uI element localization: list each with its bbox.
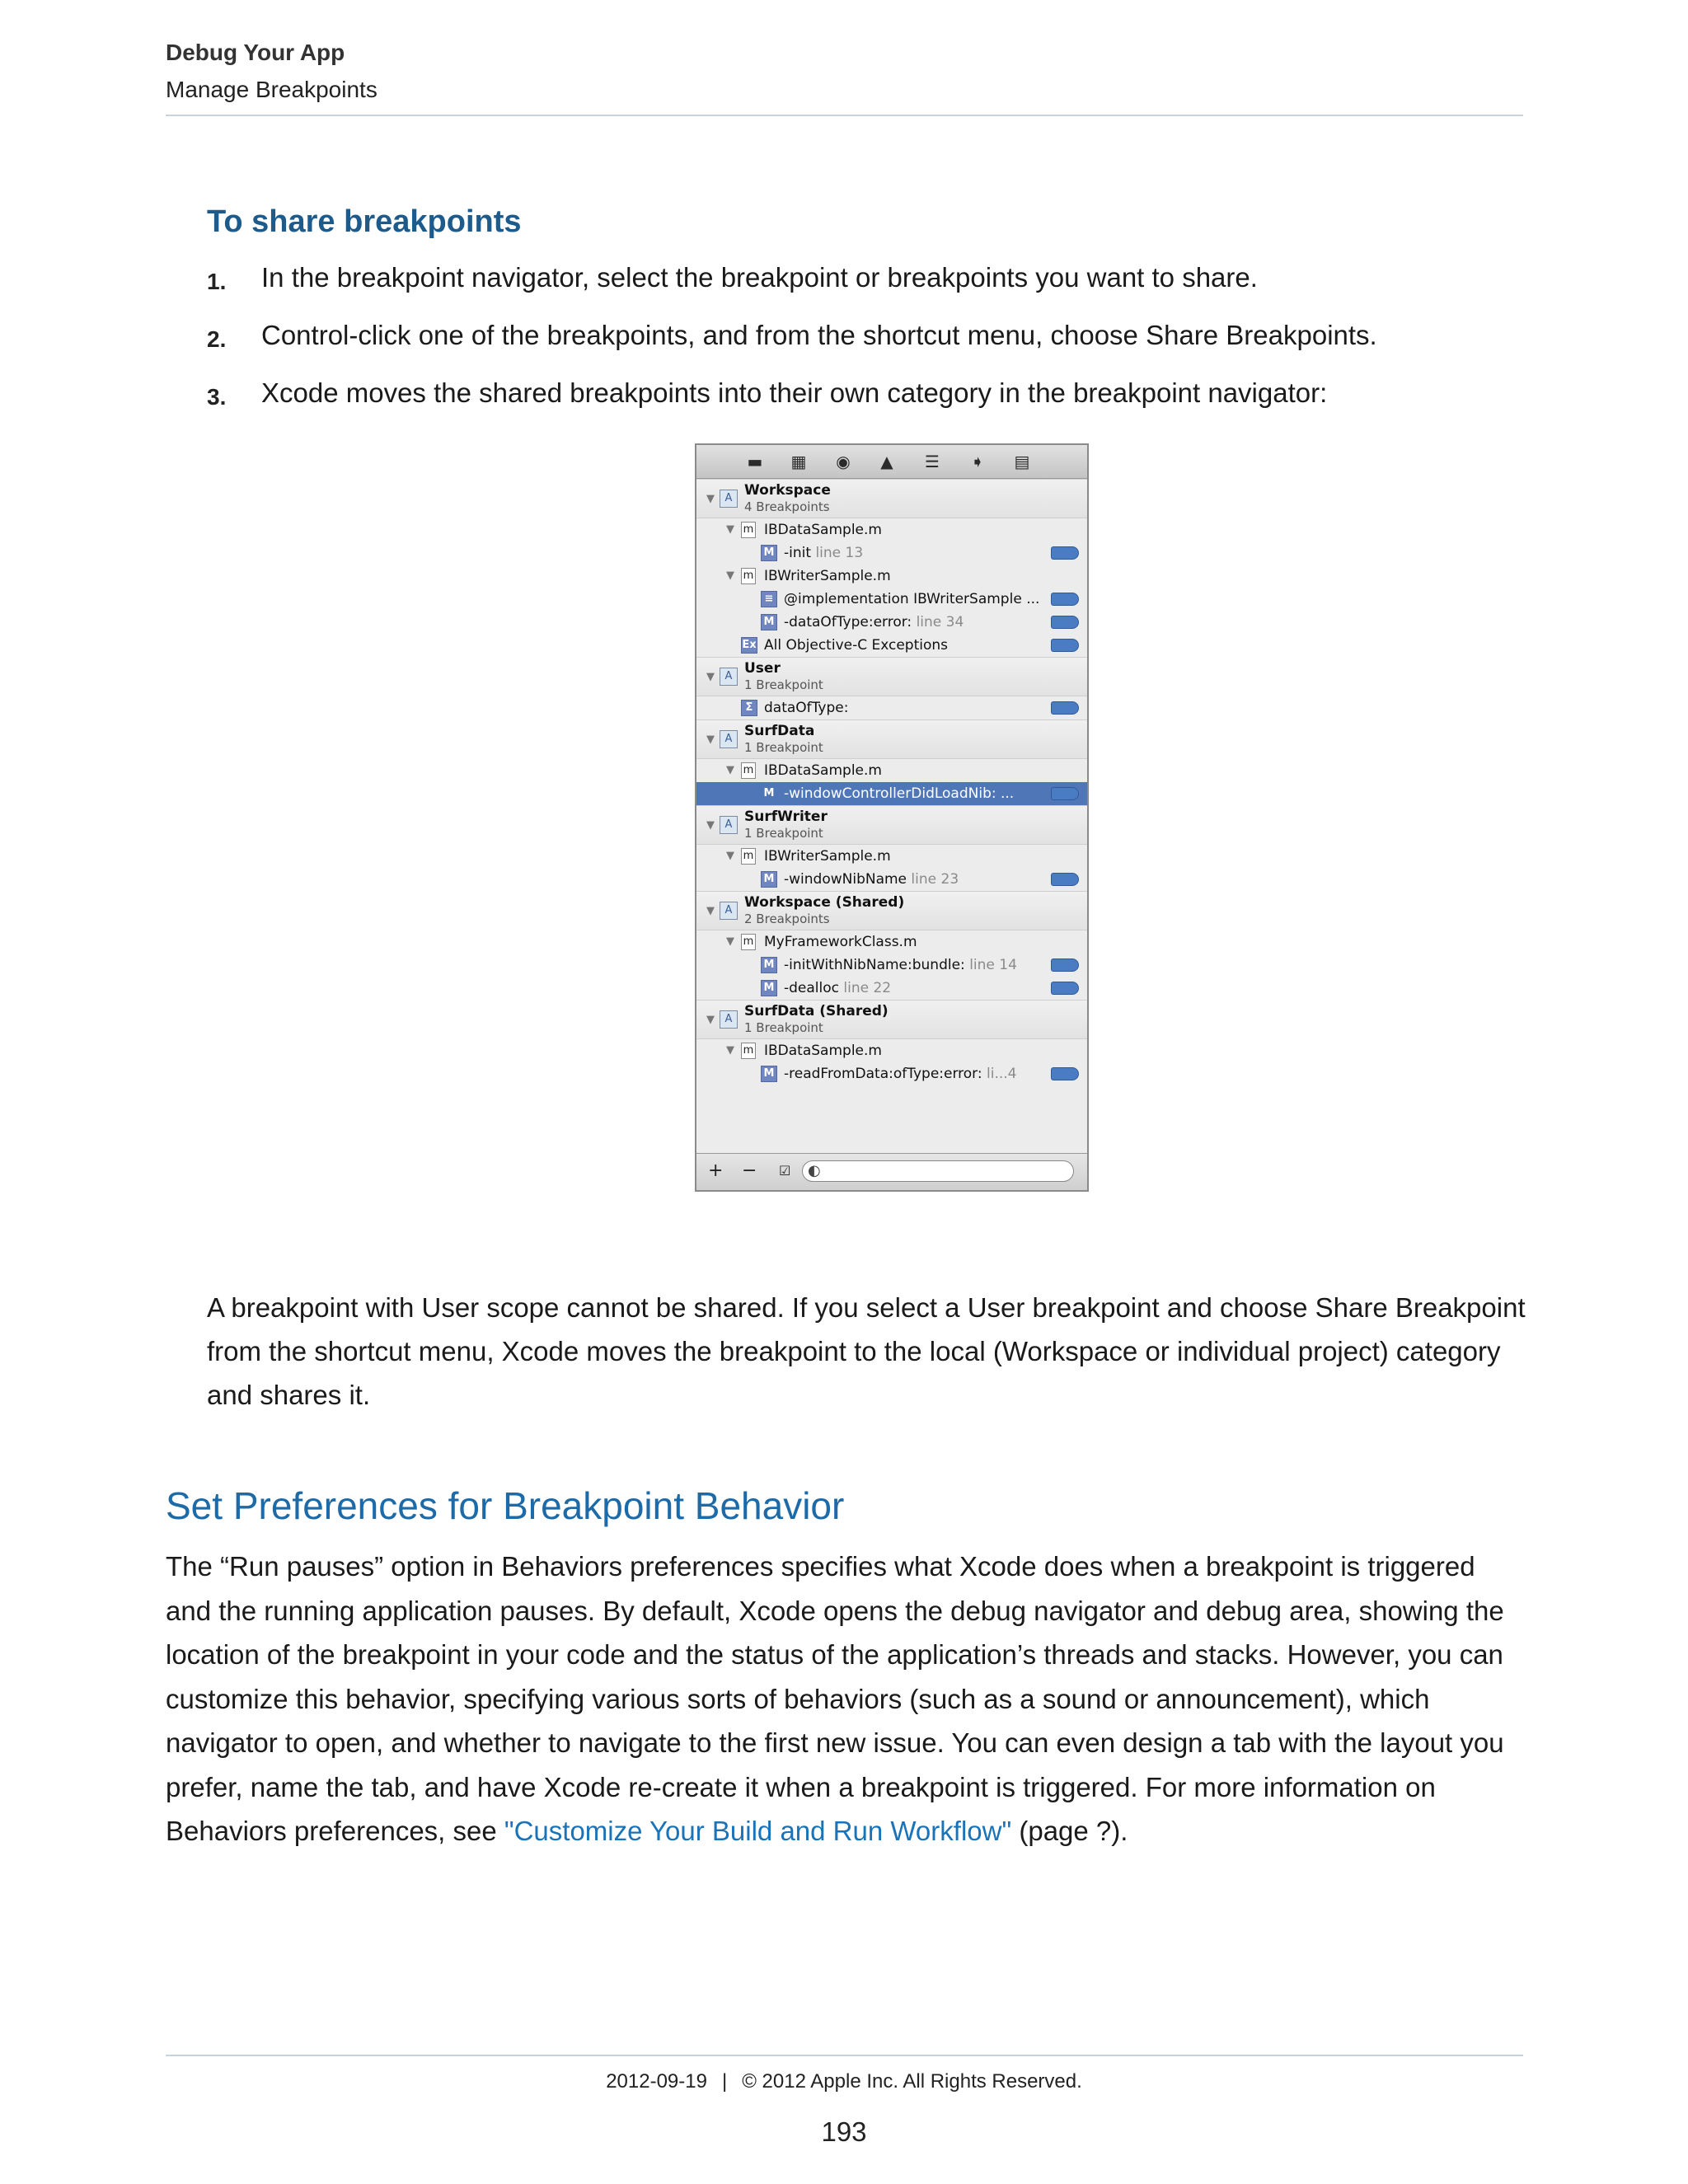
breakpoint-file[interactable] [696, 845, 1087, 868]
warning-icon[interactable]: ▲ [880, 452, 893, 471]
add-breakpoint-button[interactable]: + [708, 1160, 724, 1181]
group-name: SurfWriter [744, 808, 828, 825]
breakpoint-symbol: -dealloc [784, 980, 839, 996]
breakpoint-label [764, 700, 848, 716]
body-text: The “Run pauses” option in Behaviors preferences specifies what Xcode does when a breakpoint is triggered and the running application pauses. By default, Xcode opens the debug navigator and debug area, showing the location of the breakpoint in your code and the status of the application’s threads and stacks. However, you can customize this behavior, specifying various sorts of behaviors (such as a sound or announcement), which navigator to open, and whether to navigate to the first new issue. You can even design a tab with the layout you prefer, name the tab, and have Xcode re-create it when a breakpoint is triggered. For more information on Behaviors preferences, see [166, 1551, 1504, 1846]
disclosure-triangle-icon[interactable]: ▼ [706, 905, 715, 917]
breakpoint-navigator-screenshot [695, 443, 1089, 1192]
section-subtitle: Manage Breakpoints [166, 77, 377, 102]
section-body [166, 1544, 1526, 1854]
breakpoint-type-icon: Σ [741, 700, 757, 716]
remove-breakpoint-button[interactable]: − [742, 1160, 757, 1181]
source-file-icon: m [741, 568, 756, 584]
breakpoint-symbol: -dataOfType:error: [784, 614, 912, 630]
breakpoint-indicator-icon[interactable] [1051, 546, 1079, 560]
breakpoint-row[interactable] [696, 954, 1087, 977]
disclosure-triangle-icon[interactable]: ▼ [706, 1014, 715, 1026]
step-text: In the breakpoint navigator, select the breakpoint or breakpoints you want to share. [261, 262, 1258, 293]
hierarchy-icon[interactable]: ▦ [790, 452, 807, 471]
folder-icon[interactable]: ▬ [747, 452, 763, 471]
breakpoint-group[interactable] [696, 891, 1087, 930]
breakpoint-line: line 14 [969, 957, 1017, 973]
breakpoint-type-icon: M [761, 1066, 777, 1082]
breakpoint-group[interactable] [696, 805, 1087, 845]
breakpoint-type-icon: M [761, 614, 777, 630]
source-file-icon: m [741, 522, 756, 538]
source-file-icon: m [741, 934, 756, 950]
breakpoint-type-icon: ≡ [761, 591, 777, 607]
source-file-icon: m [741, 848, 756, 865]
disclosure-triangle-icon[interactable]: ▼ [706, 493, 715, 505]
breakpoint-type-icon: M [761, 980, 777, 996]
disclosure-triangle-icon[interactable]: ▼ [726, 850, 734, 862]
group-count: 1 Breakpoint [744, 1020, 823, 1035]
breakpoint-indicator-icon[interactable] [1051, 639, 1079, 652]
disclosure-triangle-icon[interactable]: ▼ [706, 819, 715, 832]
breakpoint-symbol: -windowControllerDidLoadNib: ... [784, 785, 1015, 802]
breakpoint-line: line 22 [843, 980, 892, 996]
breakpoint-symbol: @implementation IBWriterSample ... [784, 591, 1040, 607]
group-name: SurfData [744, 723, 815, 739]
breakpoint-row-selected[interactable] [696, 782, 1087, 805]
breakpoint-type-icon: M [761, 957, 777, 973]
disclosure-triangle-icon[interactable]: ▼ [706, 733, 715, 746]
breakpoint-label [764, 637, 948, 654]
group-name: Workspace [744, 482, 831, 499]
breakpoint-type-icon: M [763, 787, 775, 799]
project-icon: A [720, 1010, 738, 1029]
breakpoint-file[interactable] [696, 1039, 1087, 1062]
footer-copyright: © 2012 Apple Inc. All Rights Reserved. [742, 2070, 1082, 2093]
breakpoint-row[interactable] [696, 634, 1087, 657]
file-name: MyFrameworkClass.m [764, 934, 917, 950]
project-icon: A [720, 902, 738, 920]
group-count: 1 Breakpoint [744, 826, 823, 841]
breakpoint-symbol: dataOfType: [764, 700, 849, 716]
group-count: 1 Breakpoint [744, 677, 823, 692]
search-icon[interactable]: ◉ [836, 452, 851, 471]
breakpoint-type-icon: M [761, 871, 777, 888]
navigator-filter-bar [696, 1153, 1087, 1190]
breakpoint-label [784, 1066, 1017, 1082]
enabled-filter-icon[interactable]: ☑ [779, 1163, 791, 1179]
disclosure-triangle-icon[interactable]: ▼ [726, 523, 734, 536]
breakpoint-row[interactable] [696, 541, 1087, 565]
breakpoint-file[interactable] [696, 759, 1087, 782]
file-name: IBDataSample.m [764, 522, 882, 538]
document-title: Debug Your App [166, 40, 345, 65]
breakpoint-row[interactable] [696, 696, 1087, 719]
step-text: Xcode moves the shared breakpoints into their own category in the breakpoint navigator: [261, 377, 1328, 408]
disclosure-triangle-icon[interactable]: ▼ [706, 671, 715, 683]
log-icon[interactable]: ▤ [1014, 452, 1030, 471]
disclosure-triangle-icon[interactable]: ▼ [726, 569, 734, 582]
breakpoint-label [784, 980, 891, 996]
group-count: 4 Breakpoints [744, 499, 830, 514]
breakpoint-symbol: -init [784, 545, 812, 561]
group-name: SurfData (Shared) [744, 1003, 889, 1019]
body-text-end: (page ?). [1011, 1816, 1128, 1846]
breakpoint-type-icon: Ex [741, 637, 757, 654]
breakpoint-line: line 34 [916, 614, 964, 630]
breakpoint-row[interactable] [696, 588, 1087, 611]
breakpoint-file[interactable] [696, 518, 1087, 541]
breakpoint-icon[interactable]: ➧ [970, 452, 985, 471]
breakpoint-indicator-icon[interactable] [1051, 982, 1079, 995]
breakpoint-symbol: -readFromData:ofType:error: [784, 1066, 982, 1082]
breakpoint-group[interactable] [696, 479, 1087, 518]
breakpoint-label [784, 545, 863, 561]
section-heading: Set Preferences for Breakpoint Behavior [166, 1484, 845, 1527]
scope-filter-icon[interactable]: ◐ [808, 1162, 821, 1179]
page-footer [0, 2070, 1688, 2093]
disclosure-triangle-icon[interactable]: ▼ [726, 764, 734, 776]
breakpoint-group[interactable] [696, 1000, 1087, 1039]
disclosure-triangle-icon[interactable]: ▼ [726, 1044, 734, 1057]
file-name: IBDataSample.m [764, 1043, 882, 1059]
group-name: User [744, 660, 781, 677]
breakpoint-indicator-icon[interactable] [1051, 787, 1079, 800]
file-name: IBWriterSample.m [764, 568, 891, 584]
breakpoint-symbol: -initWithNibName:bundle: [784, 957, 965, 973]
navigator-selector-bar [696, 445, 1087, 479]
breakpoint-row[interactable] [696, 611, 1087, 634]
breakpoint-label [784, 614, 964, 630]
breakpoint-indicator-icon[interactable] [1051, 616, 1079, 629]
file-name: IBWriterSample.m [764, 848, 891, 865]
group-count: 1 Breakpoint [744, 740, 823, 755]
project-icon: A [720, 816, 738, 834]
breakpoint-symbol: -windowNibName [784, 871, 907, 888]
footer-divider [166, 2055, 1523, 2056]
breakpoint-indicator-icon[interactable] [1051, 958, 1079, 972]
breakpoint-label [784, 957, 1017, 973]
footer-separator: | [721, 2070, 728, 2093]
step-list [207, 262, 1526, 435]
project-icon: A [720, 730, 738, 748]
breakpoint-list [696, 479, 1087, 1155]
footer-date: 2012-09-19 [606, 2070, 707, 2093]
step-text: Control-click one of the breakpoints, and from the shortcut menu, choose Share Breakpoints. [261, 320, 1377, 350]
breakpoint-line: li...4 [987, 1066, 1017, 1082]
group-name: Workspace (Shared) [744, 894, 905, 911]
step-item [207, 320, 1526, 377]
breakpoint-file[interactable] [696, 930, 1087, 954]
group-count: 2 Breakpoints [744, 912, 830, 926]
breakpoint-group[interactable] [696, 657, 1087, 696]
breakpoint-label [784, 871, 959, 888]
breakpoint-label [784, 785, 1014, 802]
breakpoint-type-icon: M [761, 545, 777, 561]
file-name: IBDataSample.m [764, 762, 882, 779]
project-icon: A [720, 668, 738, 686]
breakpoint-file[interactable] [696, 565, 1087, 588]
breakpoint-label [784, 591, 1039, 607]
breakpoint-group[interactable] [696, 719, 1087, 759]
step-number: 3. [207, 384, 227, 410]
breakpoint-indicator-icon[interactable] [1051, 701, 1079, 715]
breakpoint-row[interactable] [696, 868, 1087, 891]
step-item [207, 377, 1526, 435]
breakpoint-indicator-icon[interactable] [1051, 593, 1079, 606]
breakpoint-line: line 13 [815, 545, 864, 561]
project-icon: A [720, 490, 738, 508]
filter-field[interactable] [802, 1160, 1074, 1182]
task-title: To share breakpoints [207, 204, 522, 239]
page-number: 193 [821, 2116, 867, 2147]
customize-workflow-link[interactable]: "Customize Your Build and Run Workflow" [504, 1816, 1012, 1846]
list-icon[interactable]: ☰ [925, 452, 940, 471]
breakpoint-row[interactable] [696, 977, 1087, 1000]
disclosure-triangle-icon[interactable]: ▼ [726, 935, 734, 948]
step-number: 2. [207, 326, 227, 352]
source-file-icon: m [741, 1043, 756, 1059]
user-scope-note: A breakpoint with User scope cannot be shared. If you select a User breakpoint and choose Share Breakpoint from the shortcut menu, Xcode moves the breakpoint to the local (Workspace or individual project) category and shares it. [207, 1292, 1526, 1410]
header-divider [166, 115, 1523, 116]
breakpoint-indicator-icon[interactable] [1051, 873, 1079, 886]
breakpoint-symbol: All Objective-C Exceptions [764, 637, 949, 654]
breakpoint-row[interactable] [696, 1062, 1087, 1085]
breakpoint-line: line 23 [911, 871, 959, 888]
source-file-icon: m [741, 762, 756, 779]
step-item [207, 262, 1526, 320]
step-number: 1. [207, 269, 227, 294]
breakpoint-indicator-icon[interactable] [1051, 1067, 1079, 1080]
